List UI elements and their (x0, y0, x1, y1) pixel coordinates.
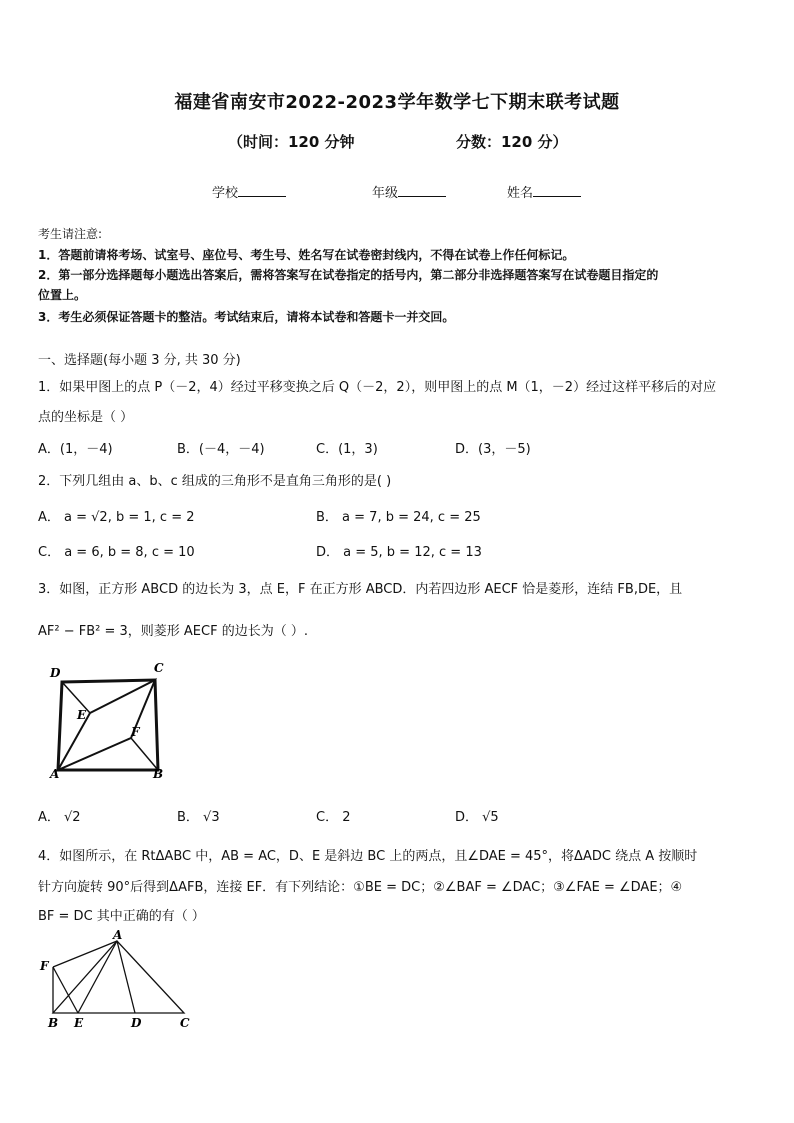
q3-label-a: A (50, 767, 60, 781)
q4-segment-fa (53, 941, 117, 967)
q1-text-line1: 1．如果甲图上的点 P（－2，4）经过平移变换之后 Q（－2，2），则甲图上的点 M（1，－2）经过这样平移后的对应 (38, 380, 717, 395)
school-blank[interactable] (238, 184, 286, 197)
q3-option-c[interactable]: C． 2 (316, 810, 351, 825)
q3-label-f: F (131, 725, 140, 739)
notice-item-2: 2．第一部分选择题每小题选出答案后，需将答案写在试卷指定的括号内，第二部分非选择题答案写在试卷题目指定的 (38, 268, 659, 282)
school-label: 学校 (212, 186, 239, 201)
grade-field (372, 182, 446, 201)
notice-item-1: 1．答题前请将考场、试室号、座位号、考生号、姓名写在试卷密封线内，不得在试卷上作任何标记。 (38, 248, 575, 262)
q3-segment-fb (131, 738, 158, 770)
q4-segment-ae (78, 941, 117, 1013)
q3-option-a[interactable]: A． √2 (38, 810, 81, 825)
q4-label-c: C (180, 1016, 190, 1030)
q4-triangle-figure (36, 930, 196, 1035)
q3-label-d: D (50, 666, 61, 680)
q4-label-b: B (48, 1016, 59, 1030)
q2-option-a[interactable]: A． a = √2, b = 1, c = 2 (38, 510, 195, 525)
name-field (507, 182, 581, 201)
exam-score: 分数：120 分） (456, 133, 568, 151)
notice-item-3: 3．考生必须保证答题卡的整洁。考试结束后，请将本试卷和答题卡一并交回。 (38, 310, 455, 324)
exam-time: （时间：120 分钟 (228, 133, 355, 151)
q3-label-b: B (153, 767, 164, 781)
q1-option-a[interactable]: A．(1，－4) (38, 442, 113, 457)
q4-label-e: E (74, 1016, 84, 1030)
q3-label-e: E (77, 708, 87, 722)
grade-label: 年级 (372, 186, 399, 201)
q3-option-b[interactable]: B． √3 (177, 810, 220, 825)
q4-label-d: D (131, 1016, 142, 1030)
q2-option-d[interactable]: D． a = 5, b = 12, c = 13 (316, 545, 482, 560)
q3-text-line2: AF² − FB² = 3，则菱形 AECF 的边长为（ ）. (38, 624, 308, 639)
q3-square-figure (42, 660, 172, 785)
q2-option-c[interactable]: C． a = 6, b = 8, c = 10 (38, 545, 195, 560)
q4-label-f: F (40, 959, 49, 973)
notice-item-2-cont: 位置上。 (38, 288, 87, 302)
q4-text-line3: BF = DC 其中正确的有（ ） (38, 909, 205, 924)
q3-option-d[interactable]: D． √5 (455, 810, 499, 825)
q4-label-a: A (113, 930, 123, 942)
name-label: 姓名 (507, 186, 534, 201)
q1-text-line2: 点的坐标是（ ） (38, 410, 134, 425)
grade-blank[interactable] (398, 184, 446, 197)
section-heading: 一、选择题(每小题 3 分, 共 30 分) (38, 353, 241, 368)
q3-label-c: C (154, 661, 164, 675)
q4-text-line2: 针方向旋转 90°后得到ΔAFB，连接 EF．有下列结论：①BE = DC；②∠BAF = ∠DAC；③∠FAE = ∠DAE；④ (38, 880, 683, 895)
page-title: 福建省南安市2022-2023学年数学七下期末联考试题 (174, 92, 620, 113)
q1-option-d[interactable]: D．(3，－5) (455, 442, 531, 457)
notice-heading: 考生请注意: (38, 227, 103, 241)
q1-option-c[interactable]: C．(1，3) (316, 442, 378, 457)
q4-text-line1: 4．如图所示，在 RtΔABC 中，AB = AC，D、E 是斜边 BC 上的两点，且∠DAE = 45°，将ΔADC 绕点 A 按顺时 (38, 849, 698, 864)
q1-option-b[interactable]: B．(－4，－4) (177, 442, 265, 457)
q3-text-line1: 3．如图，正方形 ABCD 的边长为 3，点 E，F 在正方形 ABCD．内若四边形 AECF 恰是菱形，连结 FB,DE，且 (38, 582, 683, 597)
q4-segment-ad (117, 941, 135, 1013)
school-field (212, 182, 286, 201)
q2-option-b[interactable]: B． a = 7, b = 24, c = 25 (316, 510, 481, 525)
name-blank[interactable] (533, 184, 581, 197)
q2-text: 2．下列几组由 a、b、c 组成的三角形不是直角三角形的是( ) (38, 474, 392, 489)
